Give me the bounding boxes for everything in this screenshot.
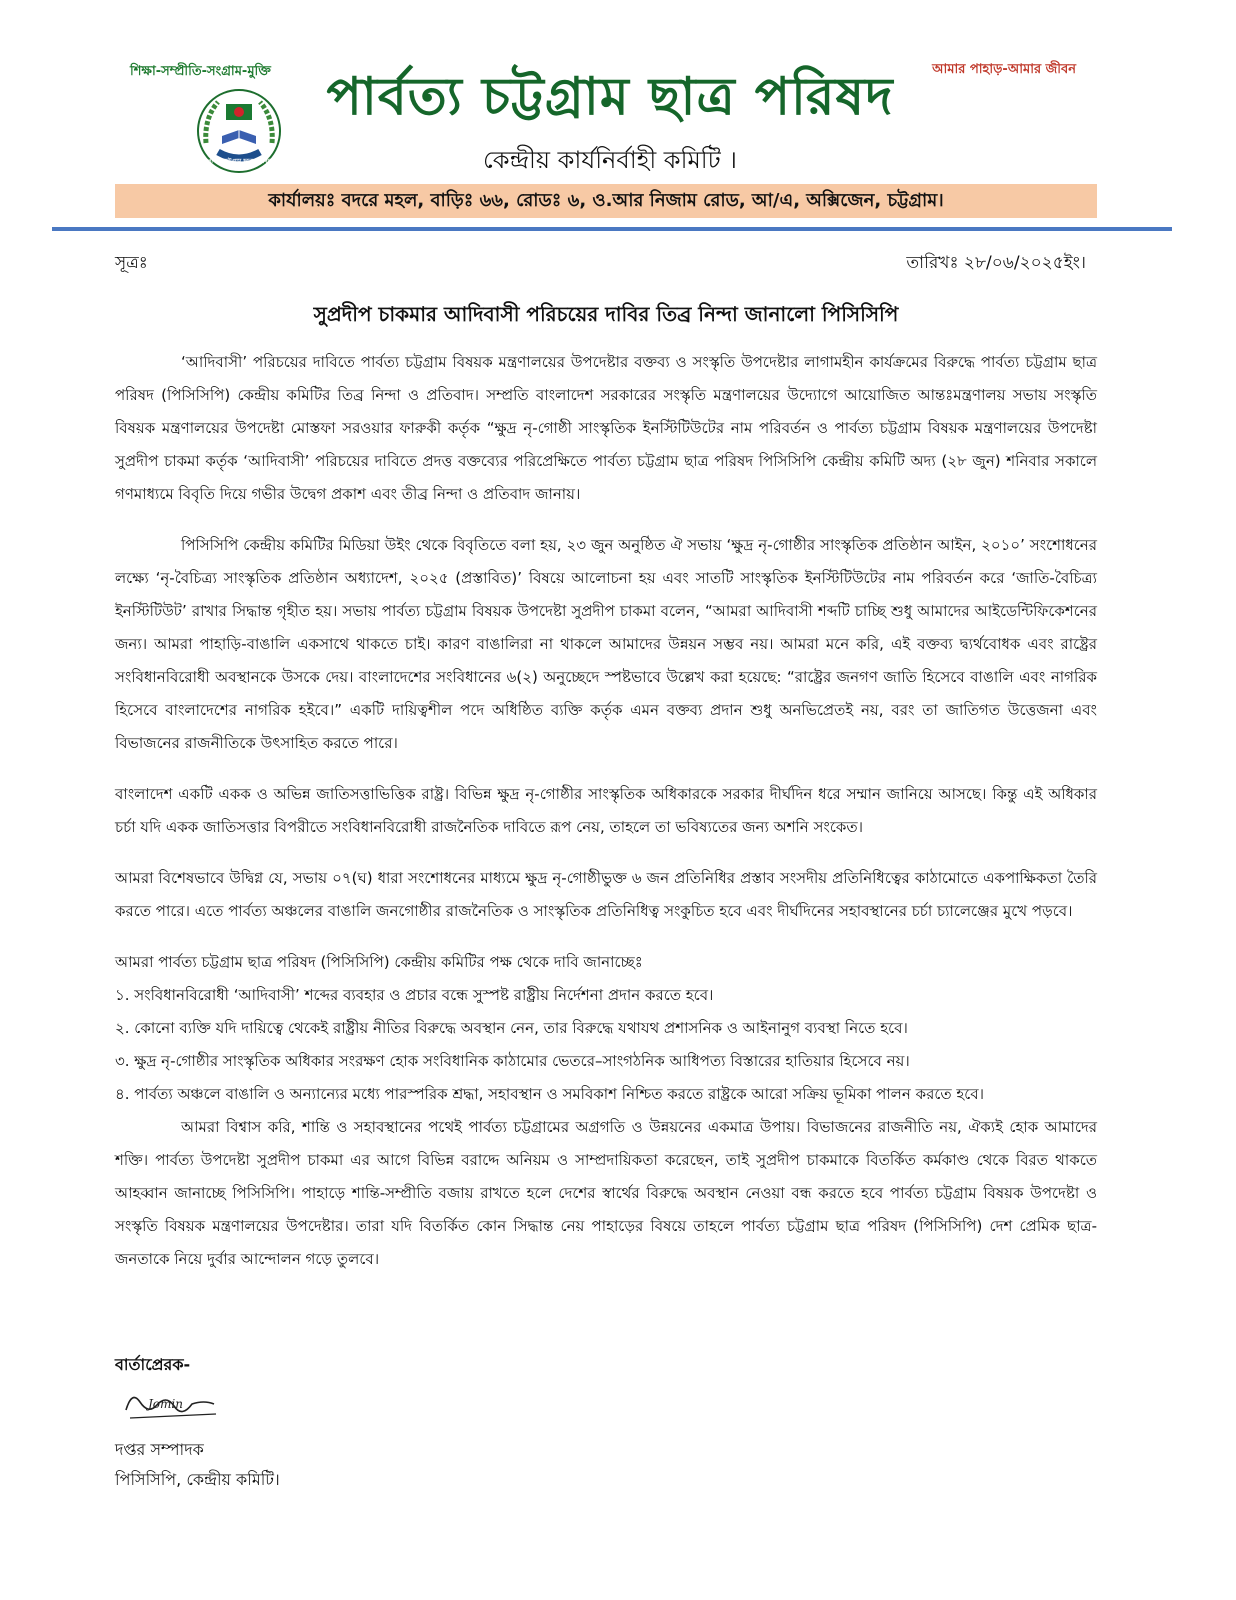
signature-icon <box>118 1380 228 1428</box>
signatory-committee: পিসিসিপি, কেন্দ্রীয় কমিটি। <box>115 1470 280 1489</box>
logo-banner-text: পার্বত্য চট্টগ্রাম ছাত্র পরিষদ <box>207 158 271 165</box>
office-address-bar <box>115 184 1097 218</box>
sender-label: বার্তাপ্রেরক- <box>115 1355 191 1374</box>
demand-item: ৩. ক্ষুদ্র নৃ-গোষ্ঠীর সাংস্কৃতিক অধিকার সংরক্ষণ হোক সংবিধানিক কাঠামোর ভেতরে–সাংগঠনিক আধিপত্য বিস্তারের হাতিয়ার হিসেবে নয়। <box>115 1052 910 1070</box>
signatory-block <box>115 1435 280 1495</box>
paragraph-4: আমরা বিশেষভাবে উদ্বিগ্ন যে, সভায় ০৭(ঘ) ধারা সংশোধনের মাধ্যমে ক্ষুদ্র নৃ-গোষ্ঠীভুক্ত ৬ জন প্রতিনিধির প্রস্তাব সংসদীয় প্রতিনিধিত্বের কাঠামোতে একপাক্ষিকতা তৈরি করতে পারে। এতে পার্বত্য অঞ্চলের বাঙালি জনগোষ্ঠীর রাজনৈতিক ও সাংস্কৃতিক প্রতিনিধিত্ব সংকুচিত হবে এবং দীর্ঘদিনের সহাবস্থানের চর্চা চ্যালেঞ্জের মুখে পড়বে। <box>115 869 1097 920</box>
demands-list <box>115 946 1097 1111</box>
demand-item: ৪. পার্বত্য অঞ্চলে বাঙালি ও অন্যান্যের মধ্যে পারস্পরিক শ্রদ্ধা, সহাবস্থান ও সমবিকাশ নিশ্চিত করতে রাষ্ট্রকে আরো সক্রিয় ভূমিকা পালন করতে হবে। <box>115 1085 984 1103</box>
press-headline: সুপ্রদীপ চাকমার আদিবাসী পরিচয়ের দাবির তিব্র নিন্দা জানালো পিসিসিপি <box>313 302 899 326</box>
reference-label: সূত্রঃ <box>115 253 148 273</box>
committee-title: কেন্দ্রীয় কার্যনির্বাহী কমিটি । <box>483 146 737 174</box>
organization-name: পার্বত্য চট্টগ্রাম ছাত্র পরিষদ <box>326 66 894 127</box>
motto-left: শিক্ষা-সম্প্রীতি-সংগ্রাম-মুক্তি <box>130 64 271 79</box>
paragraph-2: পিসিসিপি কেন্দ্রীয় কমিটির মিডিয়া উইং থেকে বিবৃতিতে বলা হয়, ২৩ জুন অনুষ্ঠিত ঐ সভায় ‘ক্ষুদ্র নৃ-গোষ্ঠীর সাংস্কৃতিক প্রতিষ্ঠান আইন, ২০১০’ সংশোধনের লক্ষ্যে ‘নৃ-বৈচিত্র্য সাংস্কৃতিক প্রতিষ্ঠান অধ্যাদেশ, ২০২৫ (প্রস্তাবিত)’ বিষয়ে আলোচনা হয় এবং সাতটি সাংস্কৃতিক ইনস্টিটিউটের নাম পরিবর্তন করে ‘জাতি-বৈচিত্র্য ইনস্টিটিউট’ রাখার সিদ্ধান্ত গৃহীত হয়। সভায় পার্বত্য চট্টগ্রাম বিষয়ক উপদেষ্টা সুপ্রদীপ চাকমা বলেন, “আমরা আদিবাসী শব্দটি চাচ্ছি শুধু আমাদের আইডেন্টিফিকেশনের জন্য। আমরা পাহাড়ি-বাঙালি একসাথে থাকতে চাই। কারণ বাঙালিরা না থাকলে আমাদের উন্নয়ন সম্ভব নয়। আমরা মনে করি, এই বক্তব্য দ্ব্যর্থবোধক এবং রাষ্ট্রের সংবিধানবিরোধী অবস্থানকে উসকে দেয়। বাংলাদেশের সংবিধানের ৬(২) অনুচ্ছেদে স্পষ্টভাবে উল্লেখ করা হয়েছে: “রাষ্ট্রের জনগণ জাতি হিসেবে বাঙালি এবং নাগরিক হিসেবে বাংলাদেশের নাগরিক হইবে।” একটি দায়িত্বশীল পদে অধিষ্ঠিত ব্যক্তি কর্তৃক এমন বক্তব্য প্রদান শুধু অনভিপ্রেতই নয়, বরং তা জাতিগত উত্তেজনা এবং বিভাজনের রাজনীতিকে উৎসাহিত করতে পারে। <box>115 536 1097 752</box>
paragraph-5: আমরা বিশ্বাস করি, শান্তি ও সহাবস্থানের পথেই পার্বত্য চট্টগ্রামের অগ্রগতি ও উন্নয়নের একমাত্র উপায়। বিভাজনের রাজনীতি নয়, ঐক্যই হোক আমাদের শক্তি। পার্বত্য উপদেষ্টা সুপ্রদীপ চাকমা এর আগে বিভিন্ন বরাদ্দে অনিয়ম ও সাম্প্রদায়িকতা করেছেন, তাই সুপ্রদীপ চাকমাকে বিতর্কিত কর্মকাণ্ড থেকে বিরত থাকতে আহব্বান জানাচ্ছে পিসিসিপি। পাহাড়ে শান্তি-সম্প্রীতি বজায় রাখতে হলে দেশের স্বার্থের বিরুদ্ধে অবস্থান নেওয়া বন্ধ করতে হবে পার্বত্য চট্টগ্রাম বিষয়ক উপদেষ্টা ও সংস্কৃতি বিষয়ক মন্ত্রণালয়ের উপদেষ্টার। তারা যদি বিতর্কিত কোন সিদ্ধান্ত নেয় পাহাড়ের বিষয়ে তাহলে পার্বত্য চট্টগ্রাম ছাত্র পরিষদ (পিসিসিপি) দেশ প্রেমিক ছাত্র-জনতাকে নিয়ে দুর্বার আন্দোলন গড়ে তুলবে। <box>115 1118 1097 1268</box>
motto-right: আমার পাহাড়-আমার জীবন <box>932 62 1076 77</box>
demand-item: ১. সংবিধানবিরোধী ‘আদিবাসী’ শব্দের ব্যবহার ও প্রচার বন্ধে সুস্পষ্ট রাষ্ট্রীয় নির্দেশনা প্রদান করতে হবে। <box>115 986 714 1004</box>
signatory-designation: দপ্তর সম্পাদক <box>115 1440 204 1459</box>
svg-text:Jomin: Jomin <box>148 1397 183 1411</box>
header-divider <box>52 227 1172 231</box>
paragraph-3: বাংলাদেশ একটি একক ও অভিন্ন জাতিসত্তাভিত্তিক রাষ্ট্র। বিভিন্ন ক্ষুদ্র নৃ-গোষ্ঠীর সাংস্কৃতিক অধিকারকে সরকার দীর্ঘদিন ধরে সম্মান জানিয়ে আসছে। কিন্তু এই অধিকার চর্চা যদি একক জাতিসত্তার বিপরীতে সংবিধানবিরোধী রাজনৈতিক দাবিতে রূপ নেয়, তাহলে তা ভবিষ্যতের জন্য অশনি সংকেত। <box>115 785 1097 836</box>
demand-item: ২. কোনো ব্যক্তি যদি দায়িত্বে থেকেই রাষ্ট্রীয় নীতির বিরুদ্ধে অবস্থান নেন, তার বিরুদ্ধে যথাযথ প্রশাসনিক ও আইনানুগ ব্যবস্থা নিতে হবে। <box>115 1019 908 1037</box>
demands-intro: আমরা পার্বত্য চট্টগ্রাম ছাত্র পরিষদ (পিসিসিপি) কেন্দ্রীয় কমিটির পক্ষ থেকে দাবি জানাচ্ছেঃ <box>115 953 643 971</box>
press-body <box>115 346 1097 1276</box>
office-address: কার্যালয়ঃ বদরে মহল, বাড়িঃ ৬৬, রোডঃ ৬, ও.আর নিজাম রোড, আ/এ, অক্সিজেন, চট্টগ্রাম। <box>268 189 944 211</box>
date-label: তারিখঃ ২৮/০৬/২০২৫ইং। <box>906 253 1086 273</box>
paragraph-1: ‘আদিবাসী’ পরিচয়ের দাবিতে পার্বত্য চট্টগ্রাম বিষয়ক মন্ত্রণালয়ের উপদেষ্টার বক্তব্য ও সংস্কৃতি উপদেষ্টার লাগামহীন কার্যক্রমের বিরুদ্ধে পার্বত্য চট্টগ্রাম ছাত্র পরিষদ (পিসিসিপি) কেন্দ্রীয় কমিটির তিব্র নিন্দা ও প্রতিবাদ। সম্প্রতি বাংলাদেশ সরকারের সংস্কৃতি মন্ত্রণালয়ের উদ্যোগে আয়োজিত আন্তঃমন্ত্রণালয় সভায় সংস্কৃতি বিষয়ক মন্ত্রণালয়ের উপদেষ্টা মোস্তফা সরওয়ার ফারুকী কর্তৃক “ক্ষুদ্র নৃ-গোষ্ঠী সাংস্কৃতিক ইনস্টিটিউটের নাম পরিবর্তন ও পার্বত্য চট্টগ্রাম বিষয়ক মন্ত্রণালয়ের উপদেষ্টা সুপ্রদীপ চাকমা কর্তৃক ‘আদিবাসী’ পরিচয়ের দাবিতে প্রদত্ত বক্তব্যের পরিপ্রেক্ষিতে পার্বত্য চট্টগ্রাম ছাত্র পরিষদ পিসিসিপি কেন্দ্রীয় কমিটি অদ্য (২৮ জুন) শনিবার সকালে গণমাধ্যমে বিবৃতি দিয়ে গভীর উদ্বেগ প্রকাশ এবং তীব্র নিন্দা ও প্রতিবাদ জানায়। <box>115 353 1097 503</box>
